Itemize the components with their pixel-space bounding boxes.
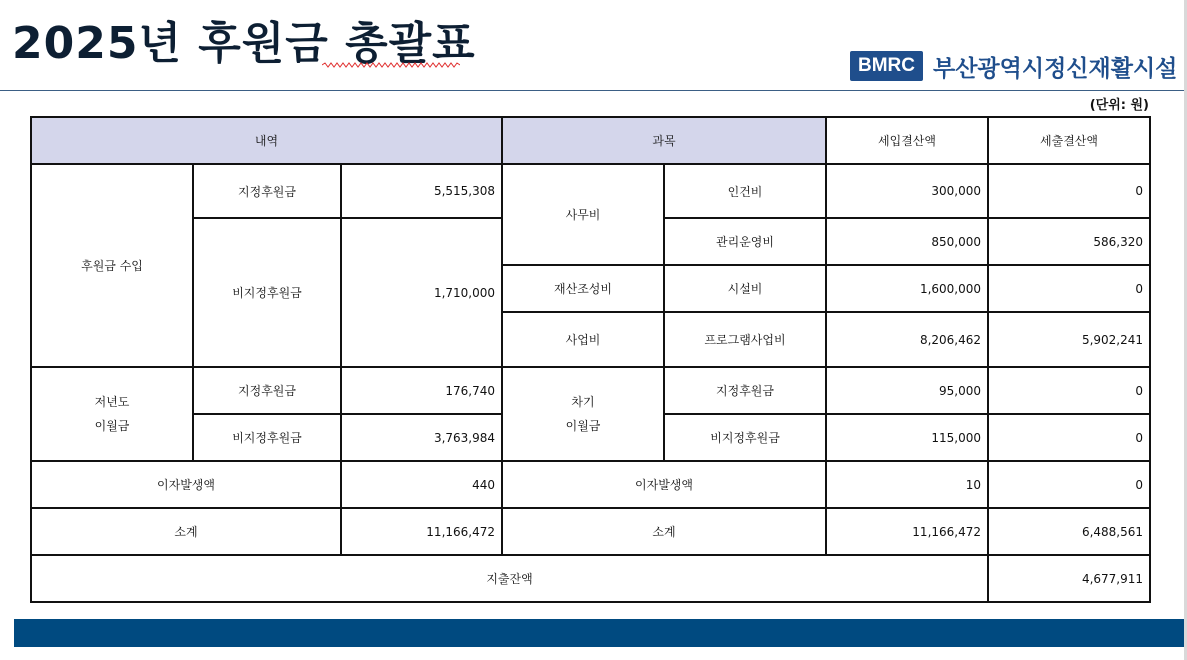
personnel-label: 인건비 [664, 164, 826, 218]
table-header-row [31, 117, 1150, 164]
interest-right-expense: 0 [988, 461, 1150, 508]
interest-left-label: 이자발생액 [31, 461, 341, 508]
subtotal-right-income: 11,166,472 [826, 508, 988, 555]
carryover-prev-line2: 이월금 [94, 419, 130, 433]
subtotal-left-amount: 11,166,472 [341, 508, 502, 555]
program-label: 프로그램사업비 [664, 312, 826, 367]
unit-label: (단위: 원) [1089, 98, 1149, 113]
subtotal-left-label: 소계 [31, 508, 341, 555]
carryover-prev-line1: 저년도 [94, 395, 130, 409]
carryover-next-designated-expense: 0 [988, 367, 1150, 414]
table-row [31, 367, 1150, 414]
personnel-expense: 0 [988, 164, 1150, 218]
income-designated-amount: 5,515,308 [341, 164, 502, 218]
carryover-prev-undesignated-label: 비지정후원금 [193, 414, 341, 461]
donation-summary-table [30, 116, 1151, 603]
carryover-next-designated-income: 95,000 [826, 367, 988, 414]
income-designated-label: 지정후원금 [193, 164, 341, 218]
operation-income: 850,000 [826, 218, 988, 265]
carryover-prev-designated-amount: 176,740 [341, 367, 502, 414]
balance-label: 지출잔액 [31, 555, 988, 602]
page-title: 2025년 후원금 총괄표 [12, 18, 476, 69]
carryover-next-designated-label: 지정후원금 [664, 367, 826, 414]
org-logo [850, 50, 1177, 82]
table-row [31, 461, 1150, 508]
interest-right-label: 이자발생액 [502, 461, 826, 508]
footer-bar [14, 619, 1187, 647]
program-income: 8,206,462 [826, 312, 988, 367]
program-expense: 5,902,241 [988, 312, 1150, 367]
property-label: 재산조성비 [502, 265, 664, 312]
org-name: 부산광역시정신재활시설 [933, 55, 1178, 82]
header-divider [0, 90, 1187, 91]
carryover-prev-designated-label: 지정후원금 [193, 367, 341, 414]
facility-income: 1,600,000 [826, 265, 988, 312]
carryover-next-label [502, 367, 664, 461]
income-label: 후원금 수입 [31, 164, 193, 367]
logo-mark: BMRC [850, 51, 923, 81]
header-account: 과목 [502, 117, 826, 164]
header-expense-settlement: 세출결산액 [988, 117, 1150, 164]
carryover-next-line2: 이월금 [565, 419, 601, 433]
balance-amount: 4,677,911 [988, 555, 1150, 602]
carryover-prev-undesignated-amount: 3,763,984 [341, 414, 502, 461]
facility-expense: 0 [988, 265, 1150, 312]
header-breakdown: 내역 [31, 117, 502, 164]
personnel-income: 300,000 [826, 164, 988, 218]
carryover-next-line1: 차기 [571, 395, 595, 409]
table-row [31, 508, 1150, 555]
operation-label: 관리운영비 [664, 218, 826, 265]
operation-expense: 586,320 [988, 218, 1150, 265]
income-undesignated-amount: 1,710,000 [341, 218, 502, 367]
income-undesignated-label: 비지정후원금 [193, 218, 341, 367]
carryover-next-undesignated-expense: 0 [988, 414, 1150, 461]
interest-left-amount: 440 [341, 461, 502, 508]
table-row [31, 164, 1150, 218]
interest-right-income: 10 [826, 461, 988, 508]
office-label: 사무비 [502, 164, 664, 265]
table-row [31, 555, 1150, 602]
subtotal-right-expense: 6,488,561 [988, 508, 1150, 555]
header-income-settlement: 세입결산액 [826, 117, 988, 164]
subtotal-right-label: 소계 [502, 508, 826, 555]
carryover-next-undesignated-label: 비지정후원금 [664, 414, 826, 461]
carryover-next-undesignated-income: 115,000 [826, 414, 988, 461]
business-label: 사업비 [502, 312, 664, 367]
spellcheck-underline [322, 62, 460, 68]
facility-label: 시설비 [664, 265, 826, 312]
carryover-prev-label [31, 367, 193, 461]
